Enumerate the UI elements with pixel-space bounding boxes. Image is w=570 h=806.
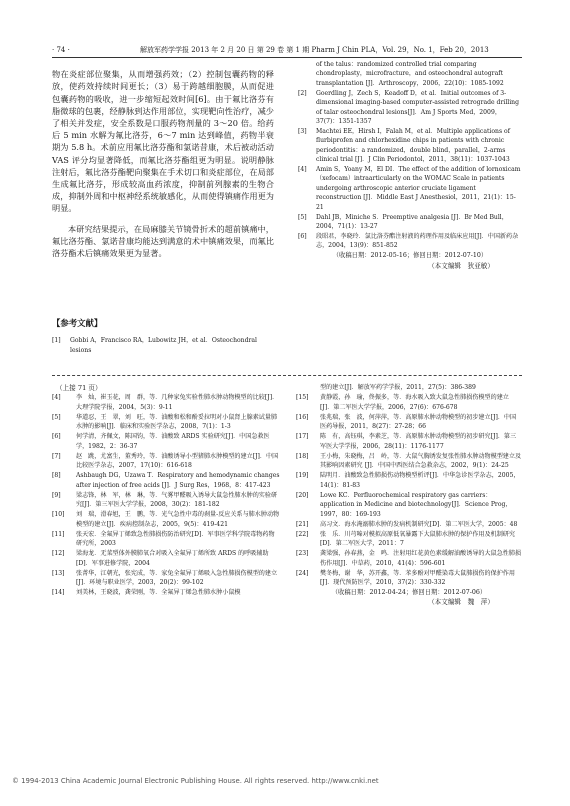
reference-number: [21]: [296, 520, 309, 528]
reference-text: Lowe KC．Perfluorochemical respiratory gas carriers：application in Medicine and biotechnology[J]．Science Prog，1997，80：169-193: [320, 491, 512, 518]
reference-text: 华道忍，王 翠，刘 旺，等．油酸和松和酚妥拉明对小鼠肾上腺素试量肺水肿的影响[J]．临床和实验医学杂志，2008，7(1)：1-3: [76, 413, 278, 430]
reference-text: 张 乐．川芎嗪对模拟高原低氧暴露下大鼠肺水肿的保护作用及机制研究[D]．第二军医大学，2011：7: [320, 530, 515, 547]
reference-item: [298, 127, 522, 165]
reference-text: 陈 有，高钰琪，李素芝，等．高原肺水肿动物模型的初步研究[J]．第三军医大学学报，2006，28(11)：1176-1177: [320, 433, 517, 450]
reference-number: [5]: [298, 213, 307, 221]
reference-number: [2]: [298, 89, 307, 97]
reference-text: 张兆瑞，张 波，何萍萍，等．高原肺水肿动物模型的初步建立[J]．中国医药导报，2011，8(27)：27-28；66: [320, 413, 517, 430]
reference-number: [24]: [296, 569, 309, 577]
reference-item: [296, 491, 522, 520]
reference-text: of the talus：randomized controlled trial comparing chondroplasty，microfracture，and osteochondral autograft transplantation [J]．Arthroscopy，2006，22(10)：1085-1092: [316, 61, 504, 87]
reference-number: [10]: [52, 511, 65, 518]
reference-item: [52, 452, 280, 471]
bottom-references-right: [296, 383, 522, 607]
reference-number: [13]: [52, 569, 65, 577]
reference-item: [52, 393, 280, 412]
reference-number: [3]: [298, 127, 307, 135]
body-text-left-column: [52, 60, 274, 268]
reference-number: [4]: [298, 165, 307, 173]
reference-text: 赵 跳，尤富生，董秀玲，等．油酸诱导小型猪肺水肿模型的建立[J]．中国比较医学杂志，2007，17(10)：616-618: [76, 452, 279, 469]
reference-item: [298, 89, 522, 127]
reference-number: [23]: [296, 550, 309, 557]
references-left-column: [52, 336, 274, 356]
reference-item: [52, 336, 274, 355]
reference-number: [17]: [296, 433, 309, 440]
reference-text: 陆明月．油酸致急性肺损伤动物模型析评[J]．中华急诊医学杂志，2005，14(1)：81-83: [320, 472, 520, 489]
reference-item: [52, 432, 280, 451]
reference-number: [5]: [52, 413, 61, 421]
received-date: （收稿日期：2012-04-24；修回日期：2012-07-06）: [331, 589, 487, 596]
reference-text: 段昭君，李晓玲．氯比洛芬酯注射液的药理作用及临床应用[J]．中国新药杂志，2004，13(9)：851-852: [316, 232, 519, 250]
reference-text: 李 灿，崔玉花，周 群，等．几种家兔实验性肺水肿动物模型的比较[J]．大理学院学报，2004，5(3)：9-11: [76, 394, 279, 411]
references-right-column: [298, 60, 522, 271]
body-paragraph-2: 本研究结果提示，在局麻膝关节镜骨折术的超前镇痛中，氟比洛芬酯、氯诺昔康均能达到满意的术中镇痛效果，而氟比洛芬酯术后镇痛效果更为显著。: [52, 223, 274, 259]
reference-text: Gobbi A，Francisco RA，Lubowitz JH，et al．Osteochondral lesions: [70, 337, 258, 354]
reference-item: [52, 413, 280, 432]
reference-number: [11]: [52, 530, 65, 538]
reference-text: 刘 瑞，滑春旭，王 鹏，等．光气急性中毒的刹量-反应关系与肺水肿动物模型的建立[J]．疾病控制杂志，2005，9(5)：419-421: [76, 511, 280, 528]
reference-text: 刘美林，王晓波，龚荣刚，等．全氟异丁烯急性肺水肿小鼠模: [76, 589, 241, 596]
continuation-note: （上接 71 页）: [56, 384, 102, 392]
body-paragraph-1: 物在炎症部位聚集，从而增强药效；（2）控制包囊药物的释放，使药效持续时间更长；（3）易于跨越细胞膜，从而促进包囊药物的吸收，进一步缩短起效时间[6]。由于氟比洛芬有脂微球的包裹，经静脉到达作用部位，实现靶向性治疗，减少了相关并发症，安全系数是口服药物剂量的 3～20 倍。给药后 5 min 水解为氟比洛芬，6～7 min 达到峰值，药物半衰期为 5.8 h。术前应用氟比洛芬酯和氯诺昔康，术后被动活动 VAS 评分均显著降低，而氟比洛芬酯组更为明显。说明静脉注射后，氟比洛芬酯靶向聚集在手术切口和炎症部位，在局部生成氟比洛芬，形成较高血药浓度，抑制前列腺素的生物合成，抑制外周和中枢神经系统敏感化，从而使得镇痛作用更为明显。: [52, 69, 274, 214]
reference-number: [1]: [52, 337, 61, 344]
reference-item: [296, 413, 522, 432]
reference-item: [298, 165, 522, 212]
reference-item: [296, 452, 522, 471]
section-divider: [52, 375, 522, 376]
reference-text: 王小梅，朱晓梅，吕 岭，等．大鼠气胸诱发复张性肺水肿动物模型建立及其影响因素研究 [J]．中国中西医结合急救杂志，2002，9(1)：24-25: [320, 452, 522, 469]
reference-item: [52, 530, 280, 549]
reference-number: [14]: [52, 589, 65, 596]
reference-item: [52, 549, 280, 568]
copyright-footer: © 1994-2013 China Academic Journal Electronic Publishing House. All rights reserved. http://www.cnki.net: [12, 777, 379, 785]
reference-item: [296, 432, 522, 451]
reference-text: 高习文．海水淹溺肺水肿的发病机制研究[D]．第二军医大学，2005：48: [320, 520, 518, 528]
reference-number: [18]: [296, 452, 309, 460]
reference-number: [19]: [296, 472, 309, 479]
reference-text: 张菁华，江朝光，张宪成，等．家兔全氟异丁烯吸入急性肺损伤模型的建立[J]．环境与职业医学，2003，20(2)：99-102: [76, 569, 278, 586]
reference-text: Ashbaugh DG，Uzawa T．Respiratory and hemodynamic changes after injection of free acids [J]．J Surg Res，1968，8：417-423: [76, 472, 280, 489]
reference-item: [296, 549, 522, 568]
reference-item: [298, 60, 522, 88]
reference-number: [16]: [296, 413, 309, 421]
reference-item: [52, 569, 280, 588]
reference-text: 张天宏．全氟异丁烯致急性肺损伤防治研究[D]．军事医学科学院毒物药物研究所，2003: [76, 530, 275, 547]
reference-number: [9]: [52, 491, 61, 499]
reference-item: [296, 530, 522, 549]
reference-number: [6]: [52, 433, 61, 440]
journal-citation-line: 解放军药学学报 2013 年 2 月 20 日 第 29 卷 第 1 期 Pharm J Chin PLA，Vol. 29，No. 1，Feb 20，2013: [140, 46, 489, 54]
reference-text: Dahl JB，Miniche S．Preemptive analgesia [J]．Br Med Bull，2004，71(1)：13-27: [316, 213, 508, 230]
reference-number: [4]: [52, 394, 61, 401]
page-number: · 74 ·: [52, 46, 70, 54]
reference-text: Machtei EE，Hirsh I，Falah M，et al．Multiple applications of flurbiprofen and chlorhexidine chips in patients with chronic periodontitis：a randomized，double blind，parallel，2-arms clinical trial [J]．J Clin Periodontol，2011，38(11)：1037-1043: [316, 127, 510, 164]
reference-number: [6]: [298, 232, 307, 240]
reference-text: 龚梁强，孙春燕，金 鸣．注射用红花黄色素缓解油酸诱导的大鼠急性肺损伤作用[J]．中草药，2010，41(4)：596-601: [320, 550, 522, 567]
reference-item: [296, 471, 522, 490]
received-date: （收稿日期：2012-05-16；修回日期：2012-07-10）: [332, 252, 488, 260]
reference-text: 黄静霞，孙 瑜，佟振多，等．海水吸入致大鼠急性肺损伤模型的建立[J]．第二军医大学学报，2006，27(6)：676-678: [320, 394, 509, 411]
bottom-references-left: [52, 393, 280, 598]
editor-credit: （本文编辑 狄亚敏）: [428, 261, 494, 270]
header-rule: [52, 57, 522, 58]
reference-item: [296, 393, 522, 412]
reference-number: [15]: [296, 394, 309, 401]
reference-item: [296, 569, 522, 588]
reference-item: [52, 491, 280, 510]
reference-number: [7]: [52, 452, 61, 460]
reference-item: [52, 510, 280, 529]
reference-item: [298, 213, 522, 232]
reference-text: 型的建立[J]．解放军药学学报，2011，27(5)：386-389: [320, 384, 476, 391]
reference-text: 梁海龙．无菜型体外膜肺氧合对吸入全氟异丁烯所致 ARDS 的呼吸辅助[D]．军事进修学院，2004: [76, 550, 269, 567]
reference-text: 何学清，齐佩文，陈国钧，等．油酸致 ARDS 实验研究[J]．中国急救医学，1982，2：36-37: [76, 433, 270, 450]
reference-item: [298, 232, 522, 251]
reference-number: [22]: [296, 530, 309, 538]
reference-item: [52, 471, 280, 490]
reference-item: [296, 520, 522, 530]
reference-number: [20]: [296, 491, 309, 499]
reference-text: Amin S，Yoany M，El DI．The effect of the addition of lornoxicam（xefocam）intraarticularly on the WOMAC Scale in patients undergoing arthroscopic anterior cruciate ligament reconstruction [J]．Middle East J Anesthesiol，2011，21(1)：15-21: [316, 165, 521, 211]
references-heading: 【参考文献】: [52, 318, 103, 328]
editor-credit: （本文编辑 魏 萍）: [428, 598, 494, 607]
reference-item: [296, 383, 522, 393]
reference-text: 梁志锋，林 军，林 琳，等．气雾甲醛吸入诱导大鼠急性肺水肿的实验研究[J]．第三军医大学学报，2008，30(2)：181-182: [76, 491, 278, 508]
reference-number: [12]: [52, 550, 65, 557]
reference-text: 樊冬梅，谢 华，苏开鑫，等．苯多酚对甲醛染毒大鼠肺损伤的保护作用[J]．现代预防医学，2010，37(2)：330-332: [320, 569, 515, 586]
reference-text: Goerdling J，Zech S，Keadoff D，et al．Initial outcomes of 3-dimensional imaging-based computer-assisted retrograde drilling of talar osteochondral lesions[J]．Am J Sports Med，2009，37(7)：1351-1357: [316, 89, 519, 125]
reference-number: [8]: [52, 472, 61, 479]
reference-item: [52, 588, 280, 598]
